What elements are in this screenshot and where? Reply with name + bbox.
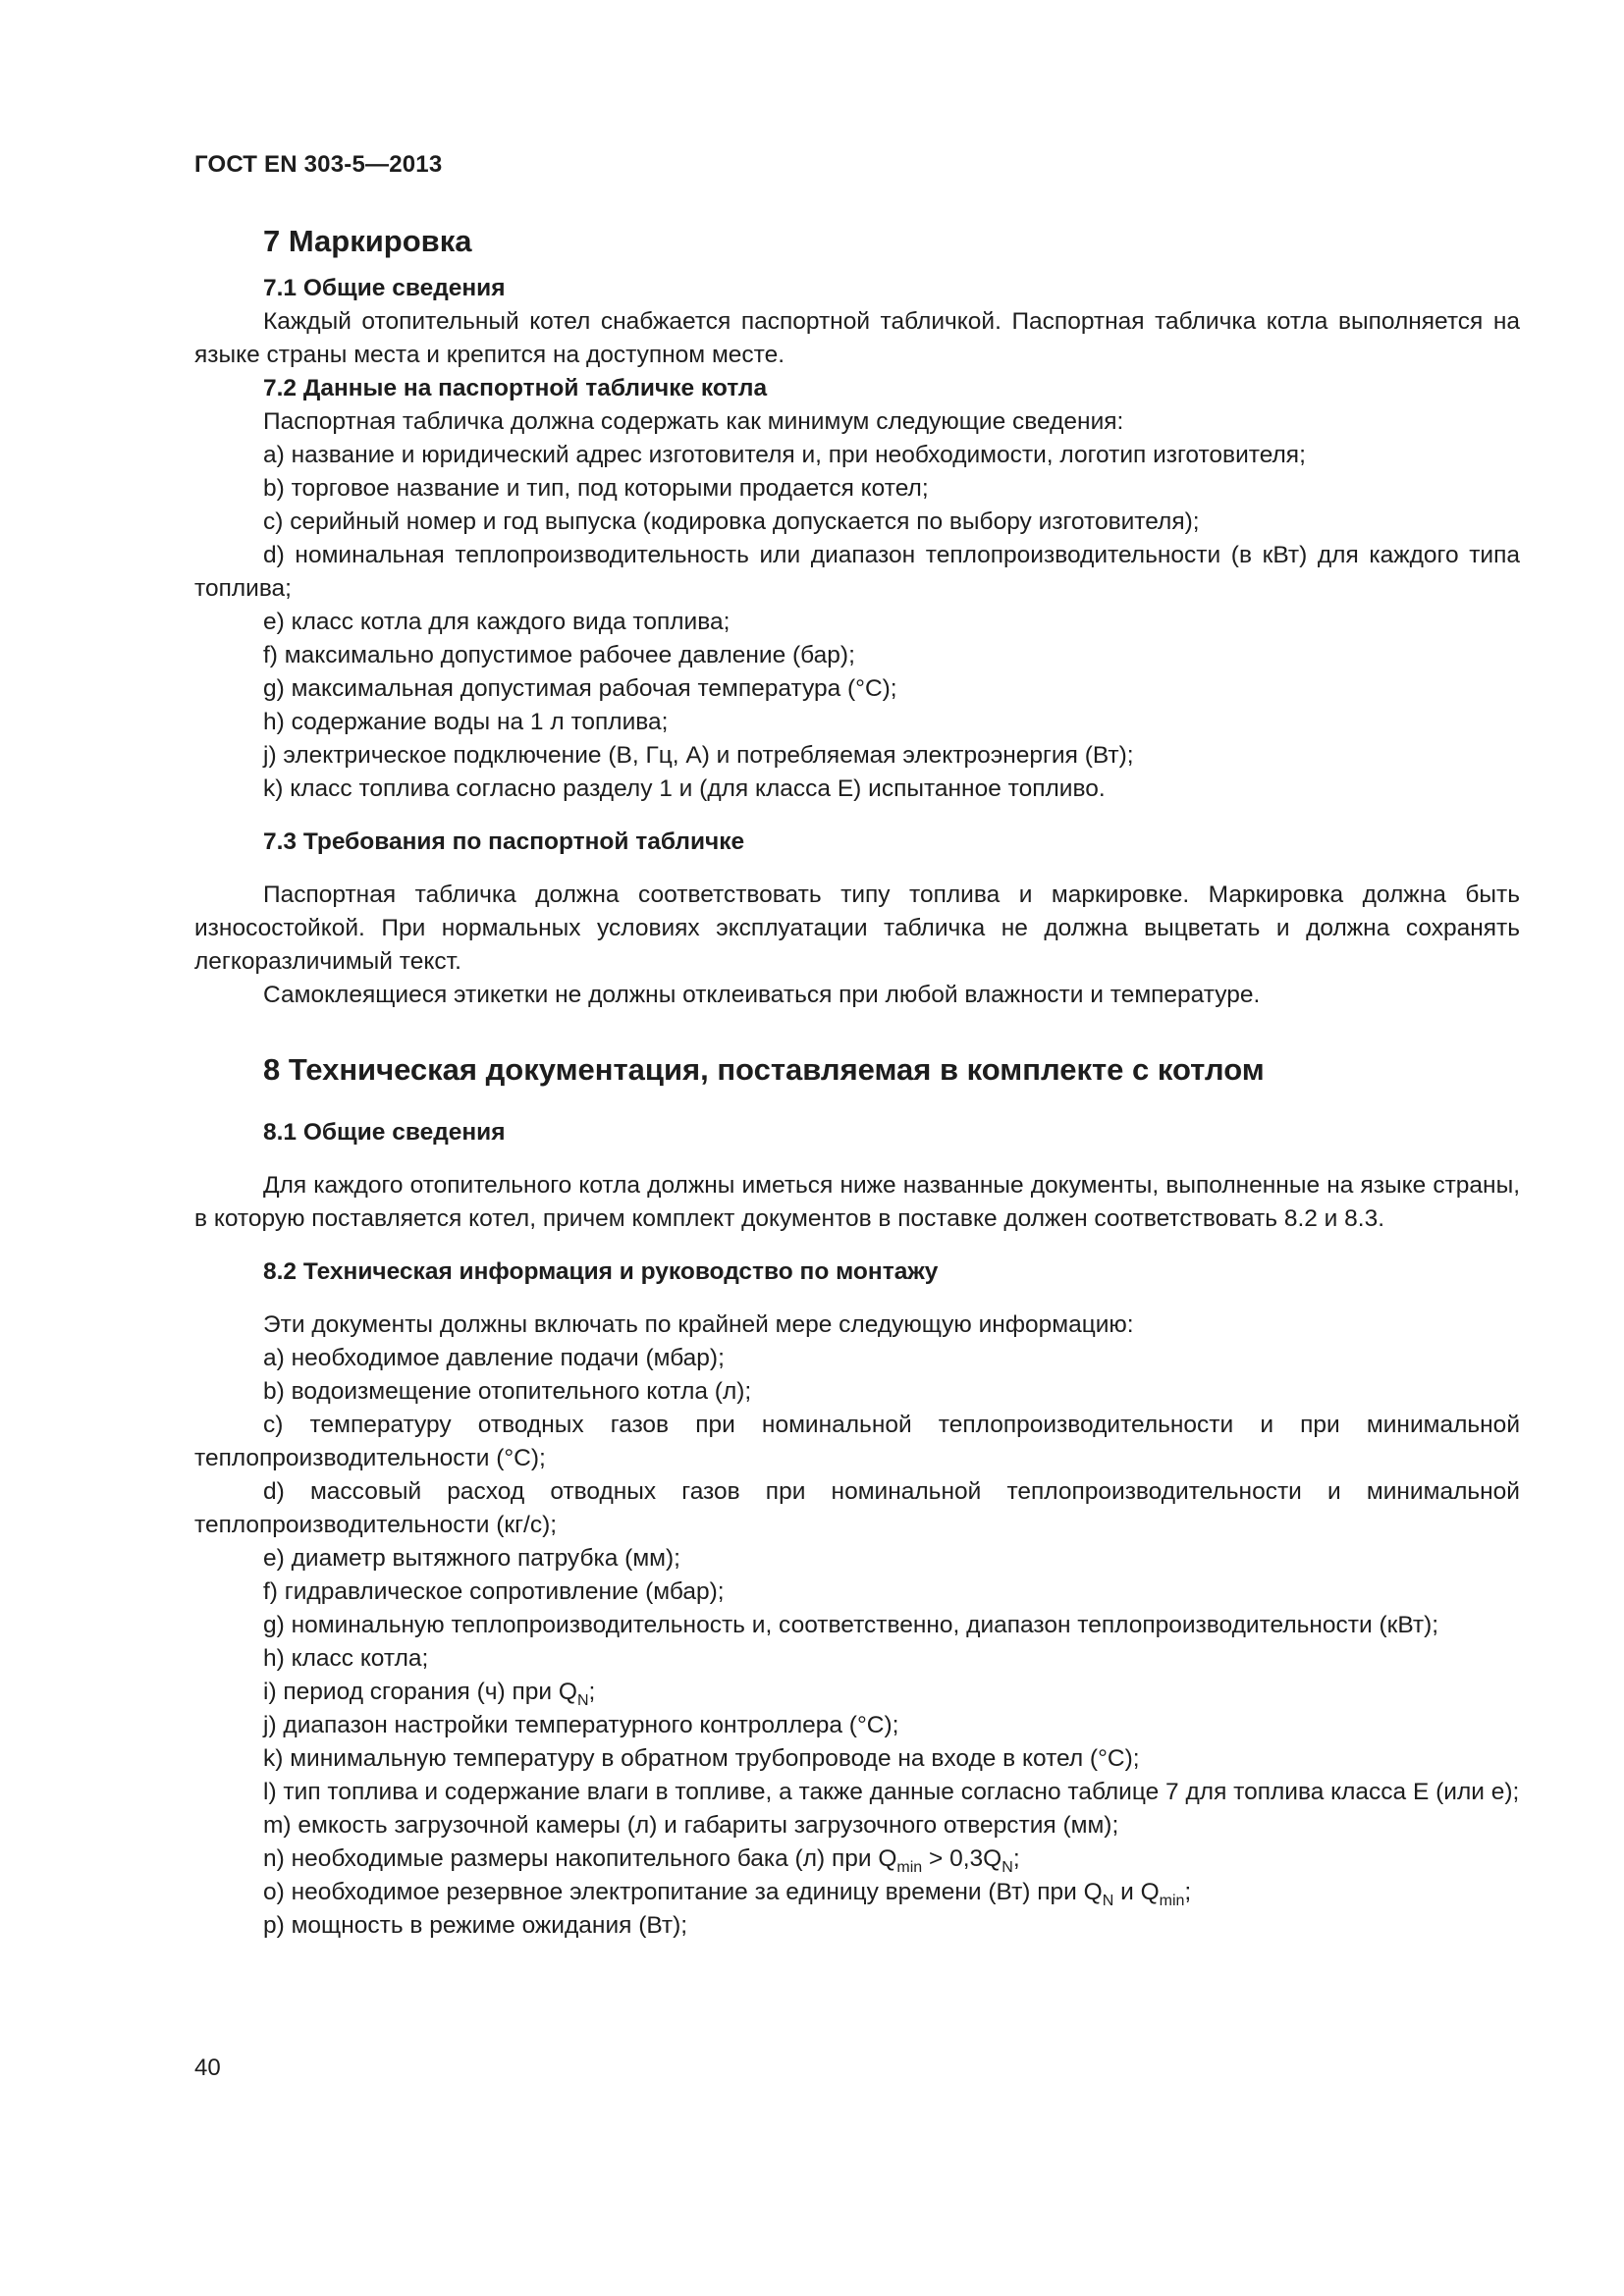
list-item: e) класс котла для каждого вида топлива; [263, 609, 731, 635]
document-header: ГОСТ EN 303-5—2013 [194, 151, 443, 178]
item-n-subscript-1: min [896, 1858, 923, 1876]
list-item: d) номинальная теплопроизводительность или диапазон теплопроизводительности (в кВт) для каждого типа топлива; [194, 542, 1520, 602]
list-item: f) максимально допустимое рабочее давление (бар); [263, 642, 855, 668]
list-item: f) гидравлическое сопротивление (мбар); [263, 1578, 725, 1605]
list-item: k) минимальную температуру в обратном трубопроводе на входе в котел (°С); [263, 1745, 1140, 1772]
list-item: j) диапазон настройки температурного контроллера (°С); [263, 1712, 899, 1738]
section-8-1-text: Для каждого отопительного котла должны иметься ниже названные документы, выполненные на языке страны, в которую поставляется котел, причем комплект документов в поставке должен соответствовать 8.2 и 8.3. [194, 1172, 1520, 1232]
item-o-subscript-2: min [1159, 1892, 1185, 1909]
section-7-3-paragraph: Самоклеящиеся этикетки не должны отклеиваться при любой влажности и температуре. [263, 982, 1261, 1008]
item-n-tail: ; [1012, 1845, 1020, 1872]
list-item: k) класс топлива согласно разделу 1 и (для класса Е) испытанное топливо. [263, 775, 1106, 802]
item-n-text: n) необходимые размеры накопительного бака (л) при Q [263, 1845, 897, 1872]
page-number: 40 [194, 2055, 221, 2081]
item-o-mid: и Q [1113, 1879, 1160, 1905]
list-item: b) торговое название и тип, под которыми продается котел; [263, 475, 929, 502]
section-7-1-text: Каждый отопительный котел снабжается паспортной табличкой. Паспортная табличка котла выполняется на языке страны места и крепится на доступном месте. [194, 308, 1520, 368]
list-item [194, 1876, 1520, 1909]
list-item: c) серийный номер и год выпуска (кодировка допускается по выбору изготовителя); [263, 508, 1200, 535]
document-body [194, 219, 1520, 1943]
item-i-text: i) период сгорания (ч) при Q [263, 1679, 577, 1705]
item-o-subscript-1: N [1102, 1892, 1114, 1909]
item-n-subscript-2: N [1001, 1858, 1013, 1876]
list-item: p) мощность в режиме ожидания (Вт); [263, 1912, 688, 1939]
section-7-3-title: 7.3 Требования по паспортной табличке [263, 828, 745, 855]
item-i-tail: ; [588, 1679, 596, 1705]
list-item: j) электрическое подключение (В, Гц, А) и потребляемая электроэнергия (Вт); [263, 742, 1134, 769]
list-item: m) емкость загрузочной камеры (л) и габариты загрузочного отверстия (мм); [263, 1812, 1119, 1839]
item-n-mid: > 0,3Q [922, 1845, 1002, 1872]
section-7-3-paragraph: Паспортная табличка должна соответствовать типу топлива и маркировке. Маркировка должна быть износостойкой. При нормальных условиях эксплуатации табличка не должна выцветать и должна сохранять легкоразличимый текст. [194, 881, 1520, 975]
section-7-1-title: 7.1 Общие сведения [263, 275, 506, 301]
list-item: d) массовый расход отводных газов при номинальной теплопроизводительности и минимальной теплопроизводительности (кг/с); [194, 1478, 1520, 1538]
section-8-2-title: 8.2 Техническая информация и руководство по монтажу [263, 1258, 939, 1285]
list-item [194, 1676, 1520, 1709]
list-item: g) номинальную теплопроизводительность и, соответственно, диапазон теплопроизводительности (кВт); [263, 1612, 1439, 1638]
section-7-2-intro: Паспортная табличка должна содержать как минимум следующие сведения: [263, 408, 1124, 435]
list-item: e) диаметр вытяжного патрубка (мм); [263, 1545, 680, 1572]
list-item: а) необходимое давление подачи (мбар); [263, 1345, 725, 1371]
list-item [194, 1842, 1520, 1876]
list-item: c) температуру отводных газов при номинальной теплопроизводительности и при минимальной теплопроизводительности (°С); [194, 1412, 1520, 1471]
list-item: h) содержание воды на 1 л топлива; [263, 709, 669, 735]
list-item: h) класс котла; [263, 1645, 429, 1672]
item-o-tail: ; [1184, 1879, 1192, 1905]
section-8-title: 8 Техническая документация, поставляемая в комплекте с котлом [263, 1052, 1265, 1087]
section-7-2-title: 7.2 Данные на паспортной табличке котла [263, 375, 768, 401]
item-o-text: o) необходимое резервное электропитание за единицу времени (Вт) при Q [263, 1879, 1103, 1905]
list-item: а) название и юридический адрес изготовителя и, при необходимости, логотип изготовителя; [263, 442, 1306, 468]
item-i-subscript: N [576, 1691, 589, 1709]
section-7-title: 7 Маркировка [263, 224, 472, 258]
section-8-1-title: 8.1 Общие сведения [263, 1119, 506, 1146]
list-item: l) тип топлива и содержание влаги в топливе, а также данные согласно таблице 7 для топлива класса Е (или е); [263, 1779, 1520, 1805]
list-item: b) водоизмещение отопительного котла (л); [263, 1378, 752, 1405]
list-item: g) максимальная допустимая рабочая температура (°С); [263, 675, 897, 702]
section-8-2-intro: Эти документы должны включать по крайней мере следующую информацию: [263, 1311, 1134, 1338]
